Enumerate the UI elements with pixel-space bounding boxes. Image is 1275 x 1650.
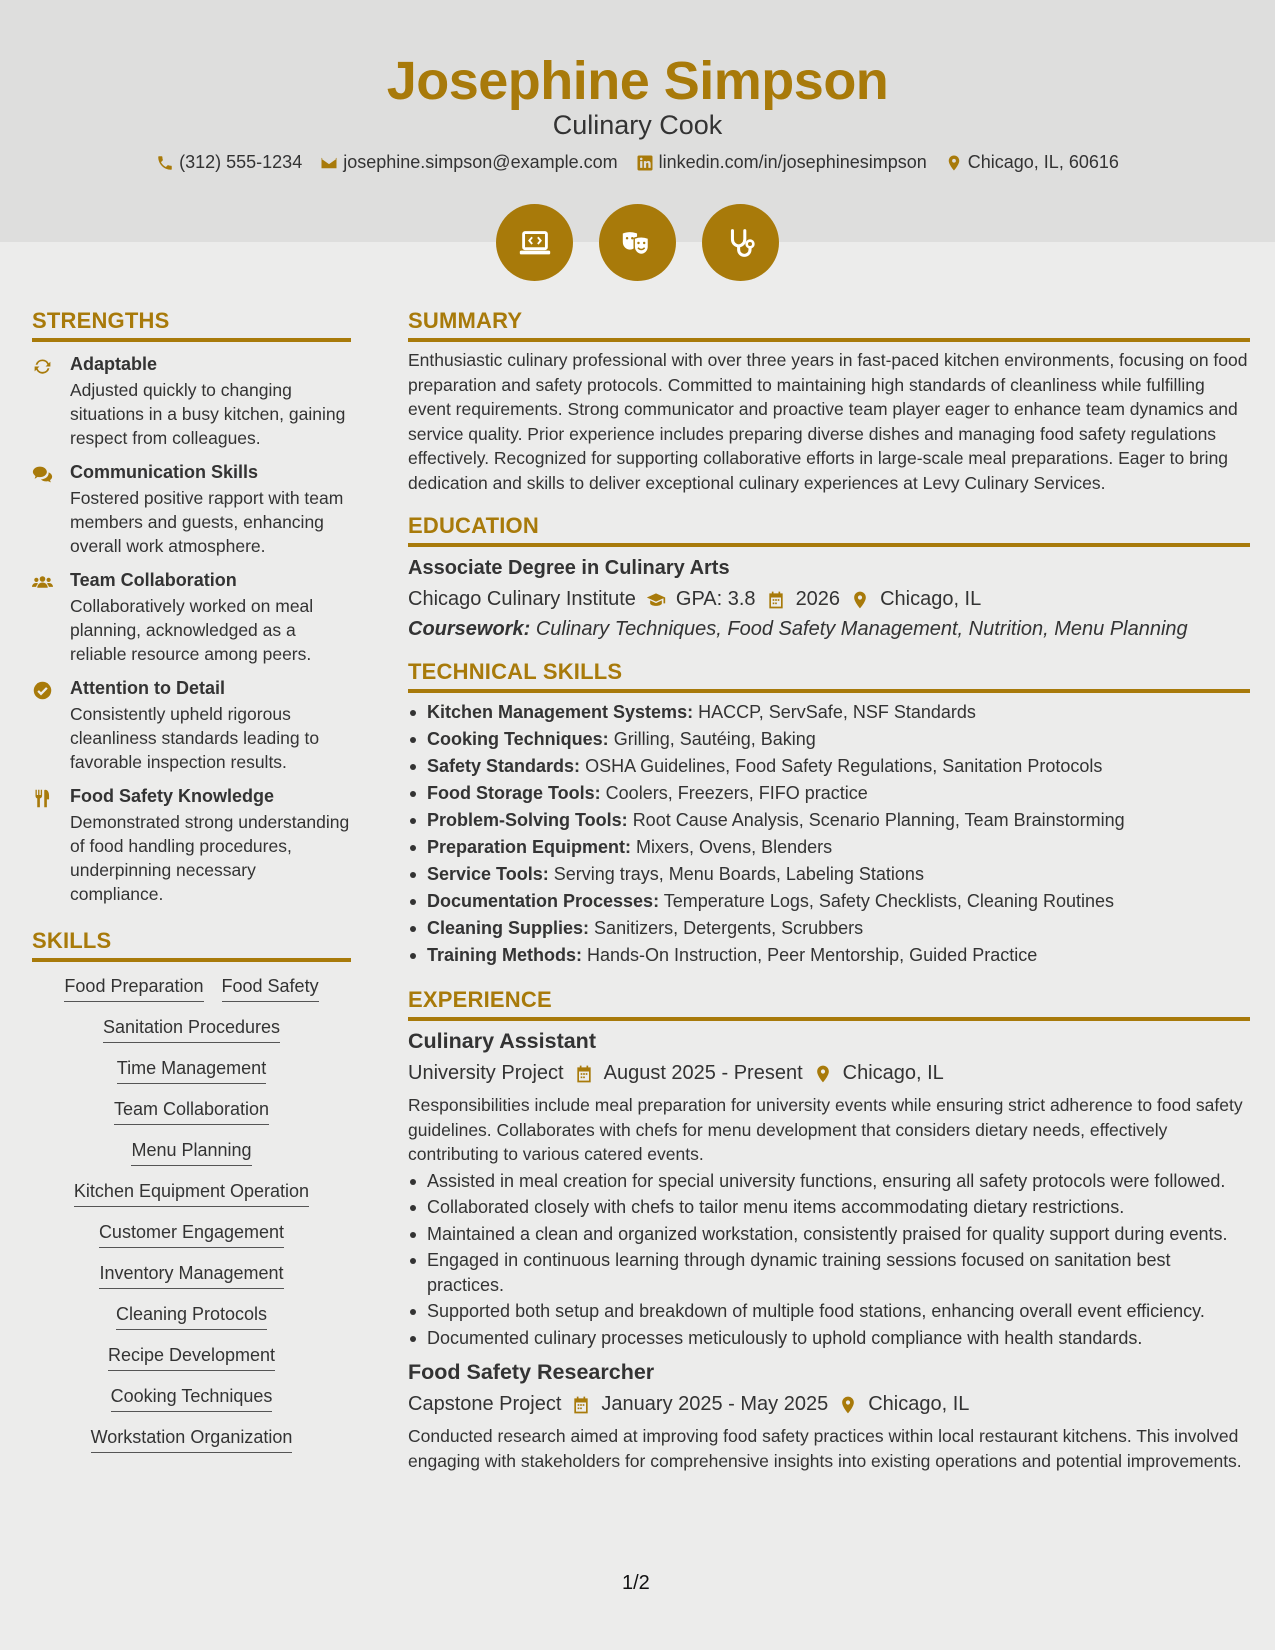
tech-skill-value: Mixers, Ovens, Blenders (636, 837, 833, 857)
school-name: Chicago Culinary Institute (408, 588, 636, 610)
email-icon (320, 154, 338, 172)
skill-tag: Time Management (117, 1058, 266, 1084)
skill-tag: Customer Engagement (99, 1222, 284, 1248)
strength-item (32, 462, 351, 558)
candidate-name: Josephine Simpson (386, 51, 889, 111)
list-item (408, 942, 1250, 969)
calendar-icon (571, 1395, 591, 1415)
list-item (408, 699, 1250, 726)
list-item (408, 861, 1250, 888)
skill-tag: Food Safety (222, 976, 319, 1002)
summary-section (408, 308, 1250, 495)
contact-linkedin-text: linkedin.com/in/josephinesimpson (658, 152, 927, 172)
list-item: Engaged in continuous learning through dynamic training sessions focused on sanitation best practices. (408, 1248, 1250, 1297)
technical-skills-list (408, 699, 1250, 969)
tech-skill-label: Food Storage Tools: (427, 783, 601, 803)
list-item (408, 780, 1250, 807)
contact-location (945, 152, 1119, 173)
interest-badges (0, 204, 1275, 281)
job-bullets (408, 1169, 1250, 1351)
tech-skill-label: Problem-Solving Tools: (427, 810, 628, 830)
job-meta (408, 1393, 1250, 1416)
tech-skill-value: HACCP, ServSafe, NSF Standards (698, 702, 976, 722)
users-icon (32, 572, 53, 593)
strength-desc: Collaboratively worked on meal planning, acknowledged as a reliable resource among peers. (70, 596, 314, 664)
skill-tag: Inventory Management (99, 1263, 283, 1289)
list-item: Supported both setup and breakdown of multiple food stations, enhancing overall event efficiency. (408, 1299, 1250, 1324)
tech-skill-label: Documentation Processes: (427, 891, 660, 911)
badge-stethoscope (702, 204, 779, 281)
education-location: Chicago, IL (880, 588, 982, 610)
list-item: Maintained a clean and organized workstation, consistently praised for quality support during events. (408, 1222, 1250, 1247)
job-location: Chicago, IL (842, 1062, 944, 1084)
list-item (408, 888, 1250, 915)
education-section (408, 513, 1250, 641)
tech-skill-value: Sanitizers, Detergents, Scrubbers (594, 918, 864, 938)
tech-skill-value: Temperature Logs, Safety Checklists, Cleaning Routines (663, 891, 1114, 911)
list-item: Assisted in meal creation for special university functions, ensuring all safety protocols were followed. (408, 1169, 1250, 1194)
badge-masks (599, 204, 676, 281)
location-icon (813, 1064, 833, 1084)
tech-skill-label: Service Tools: (427, 864, 549, 884)
job-meta (408, 1062, 1250, 1085)
tech-skill-value: Hands-On Instruction, Peer Mentorship, Guided Practice (587, 945, 1038, 965)
strength-desc: Fostered positive rapport with team members and guests, enhancing overall work atmosphere. (70, 488, 344, 556)
strength-item (32, 354, 351, 450)
comments-icon (32, 464, 53, 485)
job-title: Food Safety Researcher (408, 1360, 655, 1384)
list-item (408, 726, 1250, 753)
tech-skill-label: Training Methods: (427, 945, 582, 965)
job-title: Culinary Assistant (408, 1029, 596, 1053)
job-dates: August 2025 - Present (603, 1062, 803, 1084)
stethoscope-icon (722, 224, 760, 262)
contact-phone[interactable] (156, 152, 302, 173)
calendar-icon (574, 1064, 594, 1084)
strength-desc: Consistently upheld rigorous cleanliness standards leading to favorable inspection results. (70, 704, 320, 772)
strength-item (32, 678, 351, 774)
education-meta (408, 588, 1250, 611)
strength-item (32, 570, 351, 666)
list-item: Collaborated closely with chefs to tailor menu items accommodating dietary restrictions. (408, 1195, 1250, 1220)
experience-section (408, 987, 1250, 1473)
job-entry (408, 1029, 1250, 1350)
skill-tag: Sanitation Procedures (103, 1017, 280, 1043)
tech-skill-value: Serving trays, Menu Boards, Labeling Stations (553, 864, 924, 884)
location-icon (945, 154, 963, 172)
strength-desc: Demonstrated strong understanding of food handling procedures, underpinning necessary compliance. (70, 812, 350, 904)
skill-tag: Cooking Techniques (111, 1386, 273, 1412)
contact-location-text: Chicago, IL, 60616 (967, 152, 1119, 172)
location-icon (838, 1395, 858, 1415)
strength-title: Attention to Detail (70, 678, 225, 698)
left-column (32, 308, 351, 1453)
skill-tag: Workstation Organization (91, 1427, 293, 1453)
contact-linkedin[interactable] (636, 152, 927, 173)
tech-skill-value: Root Cause Analysis, Scenario Planning, Team Brainstorming (632, 810, 1125, 830)
list-item (408, 753, 1250, 780)
phone-icon (156, 154, 174, 172)
tech-skill-label: Cleaning Supplies: (427, 918, 590, 938)
skill-tag: Food Preparation (64, 976, 203, 1002)
check-circle-icon (32, 680, 53, 701)
degree-title: Associate Degree in Culinary Arts (408, 557, 730, 579)
badge-laptop (496, 204, 573, 281)
right-column (408, 308, 1250, 1491)
job-location: Chicago, IL (868, 1393, 970, 1415)
list-item (408, 915, 1250, 942)
skill-tag: Recipe Development (108, 1345, 275, 1371)
strength-desc: Adjusted quickly to changing situations in a busy kitchen, gaining respect from colleagues. (70, 380, 346, 448)
graduation-year: 2026 (795, 588, 841, 610)
location-icon (850, 590, 870, 610)
tech-skill-label: Kitchen Management Systems: (427, 702, 694, 722)
strength-title: Communication Skills (70, 462, 259, 482)
theater-masks-icon (619, 224, 657, 262)
strength-item (32, 786, 351, 906)
strength-title: Adaptable (70, 354, 158, 374)
contact-email-text: josephine.simpson@example.com (343, 152, 618, 172)
strengths-heading: STRENGTHS (32, 308, 351, 342)
calendar-icon (766, 590, 786, 610)
summary-text: Enthusiastic culinary professional with over three years in fast-paced kitchen environments, focusing on food preparation and safety protocols. Committed to maintaining high standards of cleanliness while fulfilling event requirements. Strong communicator and proactive team player eager to enhance team dynamics and service quality. Prior experience includes preparing diverse dishes and managing food safety regulations effectively. Recognized for supporting collaborative efforts in large-scale meal preparations. Eager to bring dedication and skills to deliver exceptional culinary experiences at Levy Culinary Services. (408, 350, 1248, 493)
tech-skill-label: Cooking Techniques: (427, 729, 609, 749)
skill-tag: Menu Planning (131, 1140, 251, 1166)
graduation-cap-icon (646, 590, 666, 610)
skill-tag: Cleaning Protocols (116, 1304, 267, 1330)
linkedin-icon (636, 154, 654, 172)
coursework-label: Coursework: (408, 618, 531, 640)
technical-skills-section (408, 659, 1250, 969)
list-item (408, 807, 1250, 834)
gpa: GPA: 3.8 (675, 588, 756, 610)
contact-bar (0, 152, 1275, 173)
tech-skill-value: Grilling, Sautéing, Baking (613, 729, 816, 749)
strength-title: Team Collaboration (70, 570, 237, 590)
job-org: University Project (408, 1062, 564, 1084)
contact-email[interactable] (320, 152, 617, 173)
skills-heading: SKILLS (32, 928, 351, 962)
job-description: Responsibilities include meal preparation for university events while ensuring strict adherence to food safety guidelines. Collaborates with chefs for menu development that considers dietary needs, effectively contributing to various catered events. (408, 1095, 1243, 1164)
candidate-role: Culinary Cook (552, 110, 723, 140)
utensils-icon (32, 788, 53, 809)
experience-heading: EXPERIENCE (408, 987, 1250, 1021)
technical-skills-heading: TECHNICAL SKILLS (408, 659, 1250, 693)
tech-skill-value: Coolers, Freezers, FIFO practice (605, 783, 868, 803)
coursework-list: Culinary Techniques, Food Safety Management, Nutrition, Menu Planning (535, 618, 1188, 640)
page-number: 1/2 (622, 1572, 650, 1594)
skill-tag: Kitchen Equipment Operation (74, 1181, 309, 1207)
laptop-code-icon (516, 224, 554, 262)
skill-tag: Team Collaboration (114, 1099, 269, 1125)
job-org: Capstone Project (408, 1393, 562, 1415)
job-entry (408, 1360, 1250, 1473)
strength-title: Food Safety Knowledge (70, 786, 275, 806)
skills-list (32, 962, 351, 1453)
job-description: Conducted research aimed at improving food safety practices within local restaurant kitchens. This involved engaging with stakeholders for comprehensive insights into existing operations and potential improvements. (408, 1426, 1242, 1471)
tech-skill-value: OSHA Guidelines, Food Safety Regulations, Sanitation Protocols (585, 756, 1103, 776)
sync-icon (32, 356, 53, 377)
contact-phone-text: (312) 555-1234 (179, 152, 303, 172)
job-dates: January 2025 - May 2025 (601, 1393, 829, 1415)
list-item (408, 834, 1250, 861)
tech-skill-label: Preparation Equipment: (427, 837, 632, 857)
tech-skill-label: Safety Standards: (427, 756, 581, 776)
coursework (408, 618, 1250, 641)
summary-heading: SUMMARY (408, 308, 1250, 342)
education-heading: EDUCATION (408, 513, 1250, 547)
list-item: Documented culinary processes meticulously to uphold compliance with health standards. (408, 1326, 1250, 1351)
